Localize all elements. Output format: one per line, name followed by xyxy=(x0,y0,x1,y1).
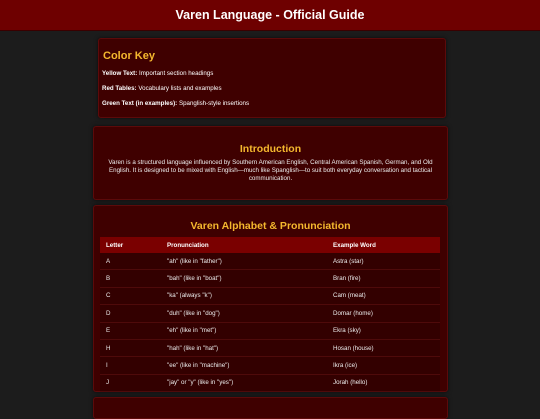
pronunciation-cell: "hah" (like in "hat") xyxy=(161,339,327,356)
introduction-title: Introduction xyxy=(239,143,302,155)
column-header-example: Example Word xyxy=(327,237,440,253)
alphabet-table xyxy=(100,237,440,392)
letter-cell: A xyxy=(100,253,161,270)
color-key-text: Important section headings xyxy=(139,70,214,77)
table-row xyxy=(100,374,440,391)
example-cell: Domar (home) xyxy=(327,305,440,322)
color-key-label: Green Text (in examples): xyxy=(102,100,178,107)
alphabet-title: Varen Alphabet & Pronunciation xyxy=(190,220,351,232)
color-key-title: Color Key xyxy=(103,50,155,62)
example-cell: Astra (star) xyxy=(327,253,440,270)
color-key-text: Vocabulary lists and examples xyxy=(138,85,222,92)
column-header-letter: Letter xyxy=(100,237,161,253)
table-header-row xyxy=(100,237,440,253)
letter-cell: B xyxy=(100,270,161,287)
pronunciation-cell: "ka" (always "k") xyxy=(161,287,327,304)
pronunciation-cell: "ee" (like in "machine") xyxy=(161,357,327,374)
example-cell: Jorah (hello) xyxy=(327,374,440,391)
pronunciation-cell: "eh" (like in "met") xyxy=(161,322,327,339)
introduction-text: Varen is a structured language influenced by Southern American English, Central American Spanish, German, and Old English. It is designed to be mixed with English—much like Spanglish—to suit both everyday conversation and tactical communication. xyxy=(108,159,433,182)
example-cell: Ekra (sky) xyxy=(327,322,440,339)
pronunciation-cell: "bah" (like in "boat") xyxy=(161,270,327,287)
color-key-label: Red Tables: xyxy=(102,85,137,92)
color-key-card xyxy=(98,38,446,118)
letter-cell: E xyxy=(100,322,161,339)
example-cell: Cam (meat) xyxy=(327,287,440,304)
next-section-card xyxy=(93,397,448,419)
letter-cell: D xyxy=(100,305,161,322)
table-row xyxy=(100,322,440,339)
letter-cell: I xyxy=(100,357,161,374)
table-row xyxy=(100,270,440,287)
color-key-label: Yellow Text: xyxy=(102,70,138,77)
alphabet-card xyxy=(93,205,448,392)
example-cell: Ikra (ice) xyxy=(327,357,440,374)
pronunciation-cell: "jay" or "y" (like in "yes") xyxy=(161,374,327,391)
example-cell: Hosan (house) xyxy=(327,339,440,356)
color-key-text: Spanglish-style insertions xyxy=(178,100,250,107)
color-key-item-red xyxy=(102,85,222,92)
letter-cell: C xyxy=(100,287,161,304)
page-header xyxy=(0,0,540,31)
color-key-item-yellow xyxy=(102,70,213,77)
letter-cell: H xyxy=(100,339,161,356)
example-cell: Bran (fire) xyxy=(327,270,440,287)
column-header-pronunciation: Pronunciation xyxy=(161,237,327,253)
table-row xyxy=(100,305,440,322)
pronunciation-cell: "ah" (like in "father") xyxy=(161,253,327,270)
color-key-item-green xyxy=(102,100,249,107)
table-row xyxy=(100,339,440,356)
introduction-card xyxy=(93,126,448,200)
pronunciation-cell: "duh" (like in "dog") xyxy=(161,305,327,322)
table-row xyxy=(100,357,440,374)
table-row xyxy=(100,253,440,270)
page-title: Varen Language - Official Guide xyxy=(175,8,365,22)
letter-cell: J xyxy=(100,374,161,391)
table-row xyxy=(100,287,440,304)
